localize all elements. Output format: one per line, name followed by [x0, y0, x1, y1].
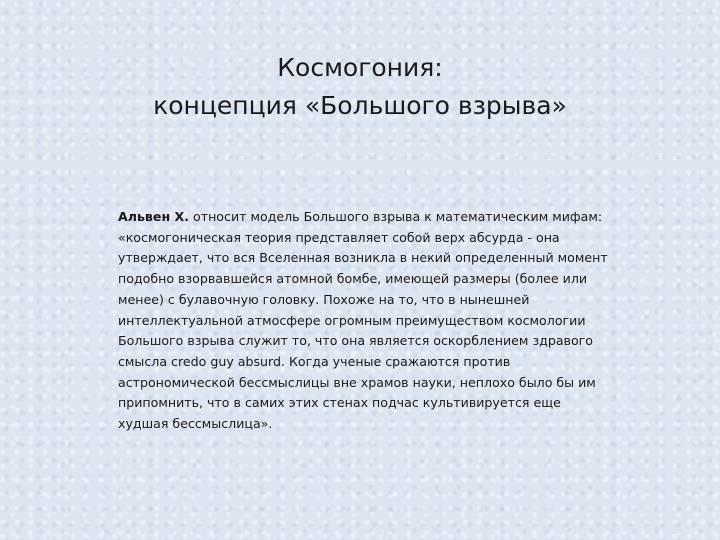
quote-text: относит модель Большого взрыва к математическим мифам: «космогоническая теория представляет собой верх абсурда - она утверждает, что вся Вселенная возникла в некий определенный момент подобно взорвавшейся атомной бомбе, имеющей размеры (более или менее) с булавочную головку. Похоже на то, что в нынешней интеллектуальной атмосфере огромным преимуществом космологии Большого взрыва служит то, что она является оскорблением здравого смысла credo guy absurd. Когда ученые сражаются против астрономической бессмыслицы вне храмов науки, неплохо было бы им припомнить, что в самих этих стенах подчас культивируется еще худшая бессмыслица». — [118, 209, 608, 432]
author-name: Альвен Х. — [118, 209, 190, 224]
title-line-2: концепция «Большого взрыва» — [153, 90, 567, 120]
quote-paragraph — [118, 207, 610, 435]
title-line-1: Космогония: — [277, 52, 443, 82]
slide-title — [0, 49, 720, 125]
